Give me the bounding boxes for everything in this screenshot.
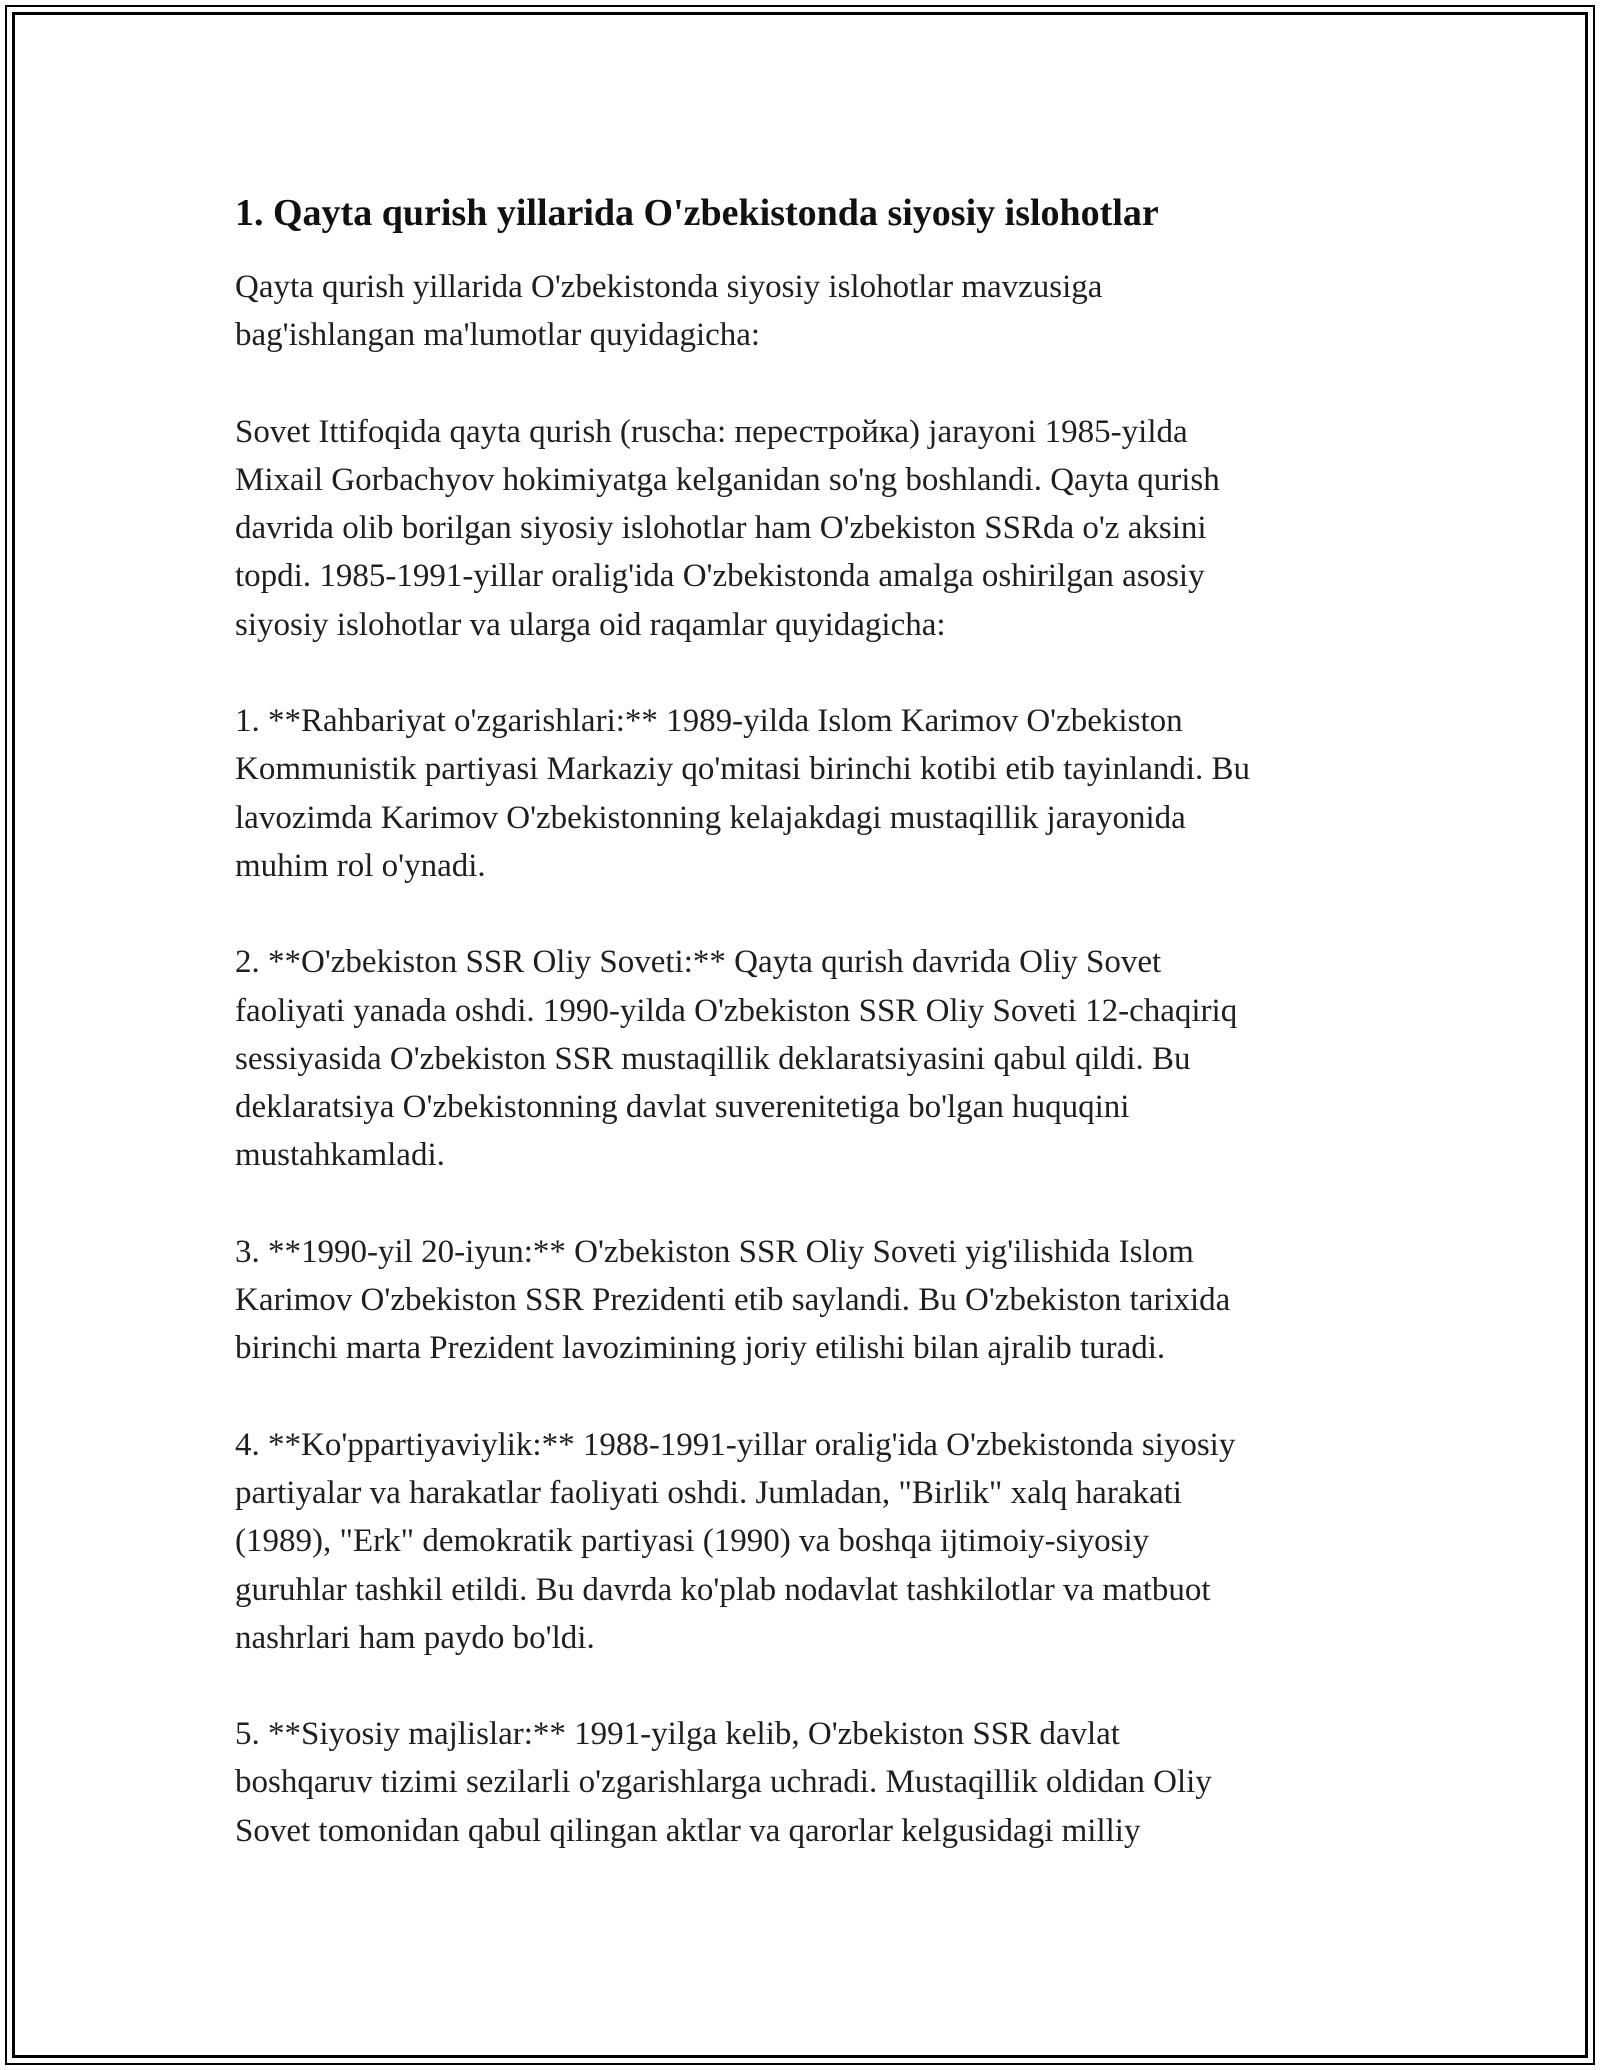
document-body (235, 185, 1365, 1855)
background-paragraph: Sovet Ittifoqida qayta qurish (ruscha: перестройка) jarayoni 1985-yilda Mixail Gorbachyov hokimiyatga kelganidan so'ng boshlandi. Qayta qurish davrida olib borilgan siyosiy islohotlar ham O'zbekiston SSRda o'z aksini topdi. 1985-1991-yillar oralig'ida O'zbekistonda amalga oshirilgan asosiy siyosiy islohotlar va ularga oid raqamlar quyidagicha: (235, 413, 1220, 643)
intro-paragraph: Qayta qurish yillarida O'zbekistonda siyosiy islohotlar mavzusiga bag'ishlangan ma'lumotlar quyidagicha: (235, 269, 1103, 354)
list-item-supreme-soviet: 2. **O'zbekiston SSR Oliy Soveti:** Qayta qurish davrida Oliy Sovet faoliyati yanada oshdi. 1990-yilda O'zbekiston SSR Oliy Soveti 12-chaqiriq sessiyasida O'zbekiston SSR mustaqillik deklaratsiyasini qabul qildi. Bu deklaratsiya O'zbekistonning davlat suverenitetiga bo'lgan huquqini mustahkamladi. (235, 944, 1238, 1174)
list-item-presidential-election: 3. **1990-yil 20-iyun:** O'zbekiston SSR Oliy Soveti yig'ilishida Islom Karimov O'zbekiston SSR Prezidenti etib saylandi. Bu O'zbekiston tarixida birinchi marta Prezident lavozimining joriy etilishi bilan ajralib turadi. (235, 1233, 1231, 1367)
list-item-multiparty-system: 4. **Ko'ppartiyaviylik:** 1988-1991-yillar oralig'ida O'zbekistonda siyosiy partiyalar va harakatlar faoliyati oshdi. Jumladan, "Birlik" xalq harakati (1989), "Erk" demokratik partiyasi (1990) va boshqa ijtimoiy-siyosiy guruhlar tashkil etildi. Bu davrda ko'plab nodavlat tashkilotlar va matbuot nashrlari ham paydo bo'ldi. (235, 1426, 1236, 1656)
list-item-political-assemblies: 5. **Siyosiy majlislar:** 1991-yilga kelib, O'zbekiston SSR davlat boshqaruv tizimi sezilarli o'zgarishlarga uchradi. Mustaqillik oldidan Oliy Sovet tomonidan qabul qilingan aktlar va qarorlar kelgusidagi milliy (235, 1716, 1212, 1849)
document-title: 1. Qayta qurish yillarida O'zbekistonda siyosiy islohotlar (235, 192, 1159, 234)
list-item-leadership-changes: 1. **Rahbariyat o'zgarishlari:** 1989-yilda Islom Karimov O'zbekiston Kommunistik partiyasi Markaziy qo'mitasi birinchi kotibi etib tayinlandi. Bu lavozimda Karimov O'zbekistonning kelajakdagi mustaqillik jarayonida muhim rol o'ynadi. (235, 703, 1251, 884)
